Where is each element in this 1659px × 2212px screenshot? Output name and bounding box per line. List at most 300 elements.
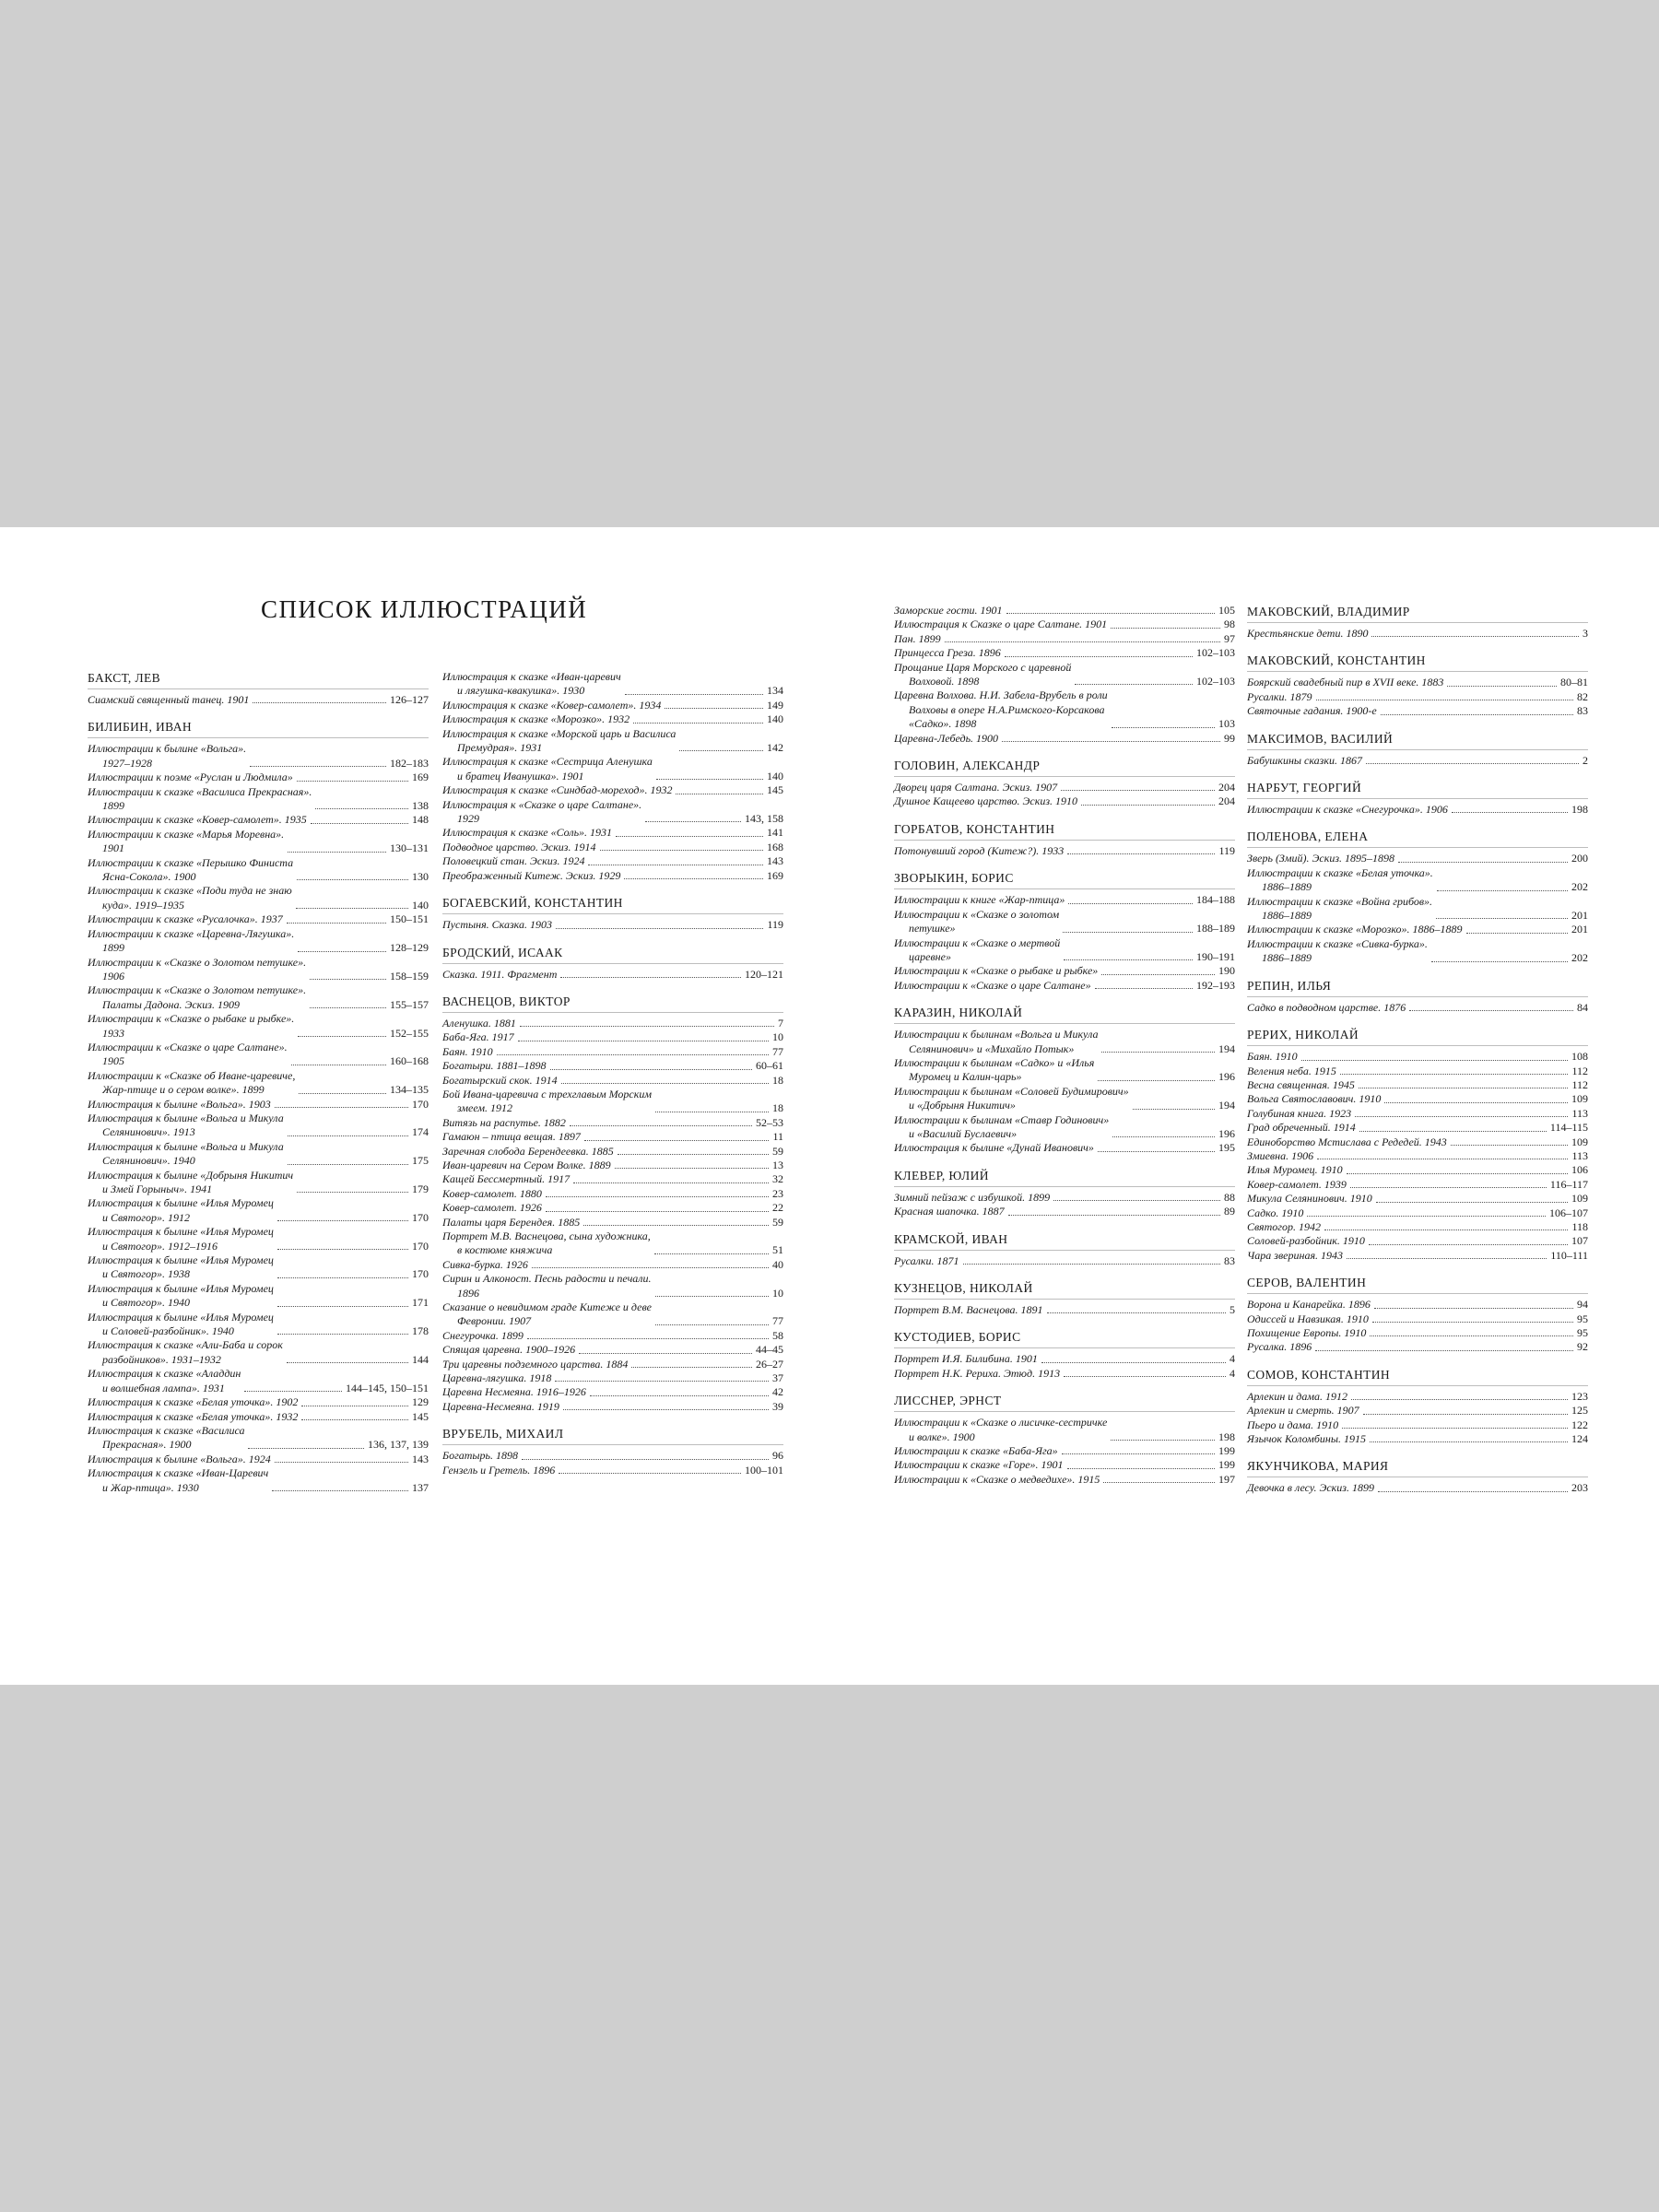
artist-section <box>1247 1367 1588 1447</box>
entry-title: Пан. 1899 <box>894 631 941 645</box>
illustration-entry <box>894 618 1235 631</box>
illustration-entry <box>442 1030 783 1044</box>
entry-title: Иллюстрации к сказке «Горе». 1901 <box>894 1458 1064 1472</box>
illustration-entry <box>442 1300 783 1329</box>
illustration-entry <box>442 841 783 854</box>
dot-leader <box>583 1225 769 1226</box>
dot-leader <box>1436 918 1568 919</box>
entry-title: Иллюстрации к «Сказке о золотом петушке» <box>894 907 1060 935</box>
artist-name: БИЛИБИН, ИВАН <box>88 719 429 738</box>
page-number: 83 <box>1577 704 1588 718</box>
illustration-entry <box>1247 1404 1588 1418</box>
dot-leader <box>665 708 763 709</box>
illustration-entry <box>88 927 429 956</box>
dot-leader <box>1081 805 1215 806</box>
entry-title: Град обреченный. 1914 <box>1247 1121 1356 1135</box>
page-number: 116–117 <box>1549 1177 1588 1191</box>
page-number: 190 <box>1218 964 1235 978</box>
entry-title: Портрет В.М. Васнецова. 1891 <box>894 1303 1043 1316</box>
illustration-entry <box>442 1464 783 1477</box>
entry-title: Крестьянские дети. 1890 <box>1247 627 1369 640</box>
dot-leader <box>315 808 408 809</box>
entry-title: Богатырский скок. 1914 <box>442 1073 558 1087</box>
artist-name: ГОРБАТОВ, КОНСТАНТИН <box>894 821 1235 841</box>
entry-title: Девочка в лесу. Эскиз. 1899 <box>1247 1481 1374 1495</box>
illustration-entry <box>1247 690 1588 704</box>
illustration-entry <box>1247 676 1588 689</box>
page-number: 144 <box>412 1352 429 1366</box>
artist-section <box>894 821 1235 858</box>
illustration-entry <box>894 908 1235 936</box>
dot-leader <box>573 1182 769 1183</box>
dot-leader <box>655 1324 769 1325</box>
illustration-entry <box>1247 1418 1588 1432</box>
artist-section <box>894 604 1235 746</box>
entry-title: Ковер-самолет. 1926 <box>442 1201 542 1215</box>
page-number: 106 <box>1571 1163 1588 1177</box>
illustration-entry <box>442 968 783 982</box>
dot-leader <box>520 1026 774 1027</box>
entry-title: Микула Селянинович. 1910 <box>1247 1192 1372 1206</box>
page-number: 204 <box>1218 794 1235 808</box>
illustration-entry <box>1247 1178 1588 1192</box>
dot-leader <box>1466 933 1568 934</box>
entry-title: Витязь на распутье. 1882 <box>442 1115 566 1129</box>
page-number: 96 <box>772 1449 783 1463</box>
illustration-entry <box>894 688 1235 731</box>
illustration-entry <box>894 1254 1235 1268</box>
page-number: 83 <box>1224 1253 1235 1267</box>
entry-title: Садко в подводном царстве. 1876 <box>1247 1000 1406 1014</box>
page-number: 2 <box>1583 753 1588 767</box>
illustration-entry <box>1247 1340 1588 1354</box>
page-number: 119 <box>767 918 783 932</box>
dot-leader <box>1098 1151 1215 1152</box>
artist-name: НАРБУТ, ГЕОРГИЙ <box>1247 780 1588 799</box>
illustration-entry <box>88 1338 429 1367</box>
entry-title: Принцесса Греза. 1896 <box>894 646 1001 660</box>
artist-section <box>894 1168 1235 1219</box>
illustration-entry <box>442 854 783 868</box>
artist-section <box>88 719 429 1495</box>
dot-leader <box>1111 1440 1215 1441</box>
dot-leader <box>301 1419 408 1420</box>
artist-name: БАКСТ, ЛЕВ <box>88 670 429 689</box>
dot-leader <box>645 821 741 822</box>
page-number: 140 <box>767 712 783 726</box>
dot-leader <box>298 951 386 952</box>
dot-leader <box>1112 1136 1215 1137</box>
dot-leader <box>1447 686 1557 687</box>
page-number: 126–127 <box>390 693 429 706</box>
dot-leader <box>1053 1200 1220 1201</box>
page-number: 204 <box>1218 781 1235 794</box>
entry-title: Чара звериная. 1943 <box>1247 1248 1344 1262</box>
illustration-entry <box>1247 1390 1588 1404</box>
entry-title: Аленушка. 1881 <box>442 1016 516 1030</box>
dot-leader <box>253 702 386 703</box>
artist-name: КУЗНЕЦОВ, НИКОЛАЙ <box>894 1280 1235 1300</box>
entry-title: Палаты царя Берендея. 1885 <box>442 1215 581 1229</box>
illustration-entry <box>1247 1149 1588 1163</box>
entry-title: Иллюстрация к былине «Вольга». 1903 <box>88 1097 271 1111</box>
dot-leader <box>299 1093 386 1094</box>
dot-leader <box>296 908 408 909</box>
illustration-entry <box>88 1410 429 1424</box>
entry-title: Иллюстрации к «Сказке о рыбаке и рыбке». 1933 <box>88 1012 295 1040</box>
page-number: 13 <box>772 1158 783 1171</box>
page-number: 114–115 <box>1549 1121 1588 1135</box>
illustration-entry <box>88 1112 429 1140</box>
page-number: 169 <box>412 771 429 784</box>
dot-leader <box>1351 1399 1568 1400</box>
page-number: 60–61 <box>756 1059 783 1073</box>
entry-title: Преображенный Китеж. Эскиз. 1929 <box>442 868 621 882</box>
dot-leader <box>559 1473 741 1474</box>
artist-name: РЕРИХ, НИКОЛАЙ <box>1247 1027 1588 1046</box>
entry-title: Иллюстрации к «Сказке о Золотом петушке». Палаты Дадона. Эскиз. 1909 <box>88 983 307 1011</box>
entry-title: Иллюстрации к сказке «Русалочка». 1937 <box>88 912 283 926</box>
illustration-entry <box>1247 1298 1588 1312</box>
page-number: 143, 158 <box>745 812 783 826</box>
artist-name: ВРУБЕЛЬ, МИХАИЛ <box>442 1426 783 1445</box>
dot-leader <box>277 1277 408 1278</box>
artist-name: МАКОВСКИЙ, ВЛАДИМИР <box>1247 604 1588 623</box>
artist-section <box>894 1280 1235 1317</box>
entry-title: Ковер-самолет. 1880 <box>442 1186 542 1200</box>
entry-title: Змиевна. 1906 <box>1247 1148 1314 1162</box>
entry-title: Половецкий стан. Эскиз. 1924 <box>442 854 585 868</box>
illustration-entry <box>894 1141 1235 1155</box>
illustration-entry <box>442 918 783 932</box>
page-number: 10 <box>772 1030 783 1044</box>
artist-name: ЛИССНЕР, ЭРНСТ <box>894 1393 1235 1412</box>
dot-leader <box>590 1395 769 1396</box>
page-number: 42 <box>772 1385 783 1399</box>
page-number: 44–45 <box>756 1343 783 1357</box>
illustration-entry <box>894 979 1235 993</box>
entry-title: Портрет М.В. Васнецова, сына художника, в костюме княжича <box>442 1230 651 1257</box>
page-number: 80–81 <box>1560 676 1588 689</box>
illustration-entry <box>88 785 429 814</box>
entry-title: Иллюстрация к сказке «Морозко». 1932 <box>442 712 630 726</box>
illustration-entry <box>894 661 1235 689</box>
illustration-entry <box>88 1311 429 1339</box>
page-number: 194 <box>1218 1041 1235 1055</box>
page-number: 119 <box>1218 843 1235 857</box>
entry-title: Илья Муромец. 1910 <box>1247 1163 1343 1177</box>
page-number: 201 <box>1571 923 1588 936</box>
page-number: 82 <box>1577 689 1588 703</box>
illustration-entry <box>442 1116 783 1130</box>
entry-title: Иллюстрация к сказке «Иван-Царевич и Жар-птица». 1930 <box>88 1466 269 1494</box>
illustration-entry <box>88 912 429 926</box>
illustration-entry <box>1247 866 1588 895</box>
dot-leader <box>272 1490 408 1491</box>
entry-title: Ворона и Канарейка. 1896 <box>1247 1298 1371 1312</box>
dot-leader <box>311 823 408 824</box>
page-number: 106–107 <box>1549 1206 1588 1219</box>
entry-title: Дворец царя Салтана. Эскиз. 1907 <box>894 781 1058 794</box>
illustration-entry <box>88 742 429 771</box>
index-column-4 <box>1247 604 1588 1508</box>
page-number: 88 <box>1224 1190 1235 1204</box>
entry-title: Иллюстрация к сказке «Иван-царевич и лягушка-квакушка». 1930 <box>442 670 621 698</box>
page-number: 158–159 <box>390 969 429 982</box>
page-number: 199 <box>1218 1444 1235 1458</box>
illustration-entry <box>1247 1092 1588 1106</box>
dot-leader <box>532 1267 769 1268</box>
page-number: 152–155 <box>390 1026 429 1040</box>
entry-title: Зверь (Змий). Эскиз. 1895–1898 <box>1247 852 1395 865</box>
dot-leader <box>1409 1010 1573 1011</box>
illustration-entry <box>1247 1078 1588 1092</box>
page-number: 130–131 <box>390 841 429 855</box>
illustration-entry <box>442 1059 783 1073</box>
illustration-entry <box>88 956 429 984</box>
dot-leader <box>1437 890 1568 891</box>
dot-leader <box>1112 727 1215 728</box>
artist-section <box>1247 978 1588 1015</box>
artist-section <box>1247 1275 1588 1355</box>
page-number: 3 <box>1583 627 1588 640</box>
page-number: 110–111 <box>1550 1248 1588 1262</box>
page-number: 59 <box>772 1144 783 1158</box>
illustration-entry <box>442 1145 783 1159</box>
illustration-entry <box>442 826 783 840</box>
illustration-entry <box>1247 852 1588 865</box>
entry-title: Потонувший город (Китеж?). 1933 <box>894 843 1065 857</box>
page-number: 11 <box>772 1130 783 1144</box>
page-number: 94 <box>1577 1298 1588 1312</box>
page-number: 170 <box>412 1267 429 1281</box>
page-number: 203 <box>1571 1481 1588 1495</box>
page-number: 192–193 <box>1196 978 1235 992</box>
illustration-entry <box>88 1069 429 1098</box>
artist-section <box>442 1426 783 1477</box>
entry-title: Иллюстрация к сказке «Аладдин и волшебная лампа». 1931 <box>88 1367 241 1394</box>
entry-title: Иллюстрация к сказке «Синдбад-мореход». 1932 <box>442 783 673 797</box>
illustration-entry <box>442 1358 783 1371</box>
dot-leader <box>1098 1080 1215 1081</box>
page-number: 129 <box>412 1395 429 1409</box>
page-number: 175 <box>412 1154 429 1168</box>
entry-title: Царевна-Несмеяна. 1919 <box>442 1399 559 1413</box>
entry-title: Баба-Яга. 1917 <box>442 1030 514 1044</box>
page-number: 32 <box>772 1172 783 1186</box>
entry-title: Иллюстрация к сказке «Морской царь и Василиса Премудрая». 1931 <box>442 726 677 755</box>
illustration-entry <box>894 732 1235 746</box>
page-number: 169 <box>767 868 783 882</box>
illustration-entry <box>894 794 1235 808</box>
illustration-entry <box>1247 754 1588 768</box>
dot-leader <box>1369 1244 1568 1245</box>
dot-leader <box>298 1036 386 1037</box>
entry-title: Подводное царство. Эскиз. 1914 <box>442 840 596 853</box>
page-number: 171 <box>412 1296 429 1310</box>
illustration-entry <box>442 1088 783 1116</box>
entry-title: Иллюстрации к «Сказке о царе Салтане» <box>894 978 1091 992</box>
dot-leader <box>1372 1322 1573 1323</box>
page-number: 118 <box>1571 1219 1588 1233</box>
illustration-entry <box>88 1453 429 1466</box>
illustration-entry <box>442 1449 783 1463</box>
page-number: 77 <box>772 1314 783 1328</box>
illustration-entry <box>1247 1065 1588 1078</box>
illustration-entry <box>894 1205 1235 1218</box>
dot-leader <box>1315 1350 1573 1351</box>
illustration-entry <box>1247 1432 1588 1446</box>
artist-name: ГОЛОВИН, АЛЕКСАНДР <box>894 758 1235 777</box>
artist-section <box>1247 653 1588 718</box>
entry-title: Иллюстрации к сказке «Василиса Прекрасная». 1899 <box>88 784 312 813</box>
artist-name: КУСТОДИЕВ, БОРИС <box>894 1329 1235 1348</box>
page-number: 138 <box>412 799 429 813</box>
page-number: 37 <box>772 1371 783 1385</box>
dot-leader <box>1376 1202 1568 1203</box>
artist-name: КЛЕВЕР, ЮЛИЙ <box>894 1168 1235 1187</box>
entry-title: Иллюстрация к былине «Илья Муромец и Святогор». 1938 <box>88 1253 274 1281</box>
entry-title: Иллюстрация к былине «Добрыня Никитич и Змей Горыныч». 1941 <box>88 1168 294 1195</box>
illustration-entry <box>894 893 1235 907</box>
page-number: 145 <box>767 783 783 797</box>
dot-leader <box>1301 1060 1568 1061</box>
page-number: 179 <box>412 1182 429 1195</box>
dot-leader <box>945 641 1220 642</box>
illustration-entry <box>1247 1135 1588 1149</box>
entry-title: Иллюстрации к сказке «Ковер-самолет». 1935 <box>88 813 307 827</box>
entry-title: Единоборство Мстислава с Редедей. 1943 <box>1247 1135 1447 1148</box>
illustration-entry <box>442 1216 783 1230</box>
dot-leader <box>1111 628 1220 629</box>
dot-leader <box>1451 1145 1568 1146</box>
illustration-entry <box>88 1012 429 1041</box>
page-number: 174 <box>412 1125 429 1139</box>
entry-title: Баян. 1910 <box>442 1044 493 1058</box>
illustration-entry <box>88 983 429 1012</box>
illustration-entry <box>88 1253 429 1282</box>
illustration-entry <box>894 646 1235 660</box>
illustration-entry <box>894 1028 1235 1056</box>
page-number: 112 <box>1571 1077 1588 1091</box>
artist-name: ВАСНЕЦОВ, ВИКТОР <box>442 994 783 1013</box>
artist-section <box>1247 1458 1588 1495</box>
dot-leader <box>1342 1428 1568 1429</box>
page-number: 97 <box>1224 631 1235 645</box>
entry-title: Иллюстрация к былине «Илья Муромец и Святогор». 1912 <box>88 1196 274 1224</box>
page-number: 18 <box>772 1073 783 1087</box>
entry-title: Боярский свадебный пир в XVII веке. 1883 <box>1247 676 1444 689</box>
entry-title: Русалка. 1896 <box>1247 1340 1312 1354</box>
dot-leader <box>1133 1109 1215 1110</box>
entry-title: Соловей-разбойник. 1910 <box>1247 1234 1365 1248</box>
page-number: 155–157 <box>390 997 429 1011</box>
page-number: 23 <box>772 1186 783 1200</box>
entry-title: Иллюстрация к былине «Вольга». 1924 <box>88 1452 271 1465</box>
artist-section <box>88 670 429 707</box>
entry-title: Сивка-бурка. 1926 <box>442 1257 528 1271</box>
dot-leader <box>1384 1102 1568 1103</box>
entry-title: Иллюстрации к былинам «Ставр Годинович» и «Василий Буслаевич» <box>894 1112 1110 1140</box>
illustration-entry <box>894 1056 1235 1085</box>
illustration-entry <box>88 1196 429 1225</box>
page-number: 125 <box>1571 1404 1588 1418</box>
entry-title: Прощание Царя Морского с царевной Волховой. 1898 <box>894 660 1072 688</box>
illustration-entry <box>1247 1001 1588 1015</box>
dot-leader <box>1103 1482 1215 1483</box>
illustration-entry <box>894 844 1235 858</box>
entry-title: Ковер-самолет. 1939 <box>1247 1177 1347 1191</box>
illustration-entry <box>88 856 429 885</box>
dot-leader <box>244 1391 342 1392</box>
illustration-entry <box>88 693 429 707</box>
entry-title: Русалки. 1879 <box>1247 689 1312 703</box>
artist-section <box>442 670 783 883</box>
dot-leader <box>497 1054 769 1055</box>
illustration-entry <box>1247 1192 1588 1206</box>
entry-title: Иллюстрации к былинам «Садко» и «Илья Муромец и Калин-царь» <box>894 1055 1095 1084</box>
entry-title: Иллюстрация к сказке «Белая уточка». 1932 <box>88 1409 299 1423</box>
entry-title: Иллюстрации к книге «Жар-птица» <box>894 893 1065 907</box>
entry-title: Царевна Волхова. Н.И. Забела-Врубель в роли Волховы в опере Н.А.Римского-Корсакова «Садко». 1898 <box>894 688 1108 731</box>
page-number: 196 <box>1218 1126 1235 1140</box>
artist-section <box>1247 829 1588 965</box>
illustration-entry <box>1247 1312 1588 1326</box>
page-number: 196 <box>1218 1070 1235 1084</box>
illustration-entry <box>1247 1234 1588 1248</box>
illustration-entry <box>442 1159 783 1172</box>
illustration-entry <box>88 1041 429 1069</box>
page-number: 4 <box>1230 1366 1235 1380</box>
entry-title: Иллюстрации к «Сказке о царе Салтане». 1905 <box>88 1040 288 1068</box>
entry-title: Иллюстрации к сказке «Перышко Финиста Ясна-Сокола». 1900 <box>88 855 294 884</box>
entry-title: Снегурочка. 1899 <box>442 1328 524 1342</box>
entry-title: Иллюстрации к сказке «Белая уточка». 1886–1889 <box>1247 865 1433 894</box>
entry-title: Иллюстрация к былине «Илья Муромец и Святогор». 1940 <box>88 1281 274 1310</box>
page-number: 199 <box>1218 1458 1235 1472</box>
dot-leader <box>584 1140 770 1141</box>
entry-title: Иллюстрация к «Сказке о царе Салтане». 1929 <box>442 797 642 826</box>
dot-leader <box>1101 1052 1215 1053</box>
dot-leader <box>1363 1414 1568 1415</box>
dot-leader <box>1062 1453 1215 1454</box>
entry-title: Иллюстрация к сказке «Ковер-самолет». 1934 <box>442 698 662 712</box>
illustration-entry <box>894 1458 1235 1472</box>
dot-leader <box>963 1264 1220 1265</box>
dot-leader <box>615 1168 769 1169</box>
dot-leader <box>1064 1376 1226 1377</box>
entry-title: Заречная слобода Берендеевка. 1885 <box>442 1144 614 1158</box>
artist-name: ПОЛЕНОВА, ЕЛЕНА <box>1247 829 1588 848</box>
page-number: 77 <box>772 1044 783 1058</box>
page-number: 170 <box>412 1239 429 1253</box>
entry-title: Иллюстрации к «Сказке о медведихе». 1915 <box>894 1472 1100 1486</box>
entry-title: Вольга Святославович. 1910 <box>1247 1092 1382 1106</box>
entry-title: Иллюстрация к сказке «Али-Баба и сорок разбойников». 1931–1932 <box>88 1338 283 1366</box>
page-number: 109 <box>1571 1135 1588 1148</box>
illustration-entry <box>1247 1121 1588 1135</box>
dot-leader <box>287 1362 408 1363</box>
entry-title: Три царевны подземного царства. 1884 <box>442 1357 629 1371</box>
dot-leader <box>310 979 386 980</box>
page-number: 178 <box>412 1324 429 1338</box>
entry-title: Весна священная. 1945 <box>1247 1077 1355 1091</box>
illustration-entry <box>1247 1326 1588 1340</box>
dot-leader <box>288 1135 408 1136</box>
artist-name: ЗВОРЫКИН, БОРИС <box>894 870 1235 889</box>
dot-leader <box>555 1381 769 1382</box>
illustration-entry <box>894 1303 1235 1317</box>
